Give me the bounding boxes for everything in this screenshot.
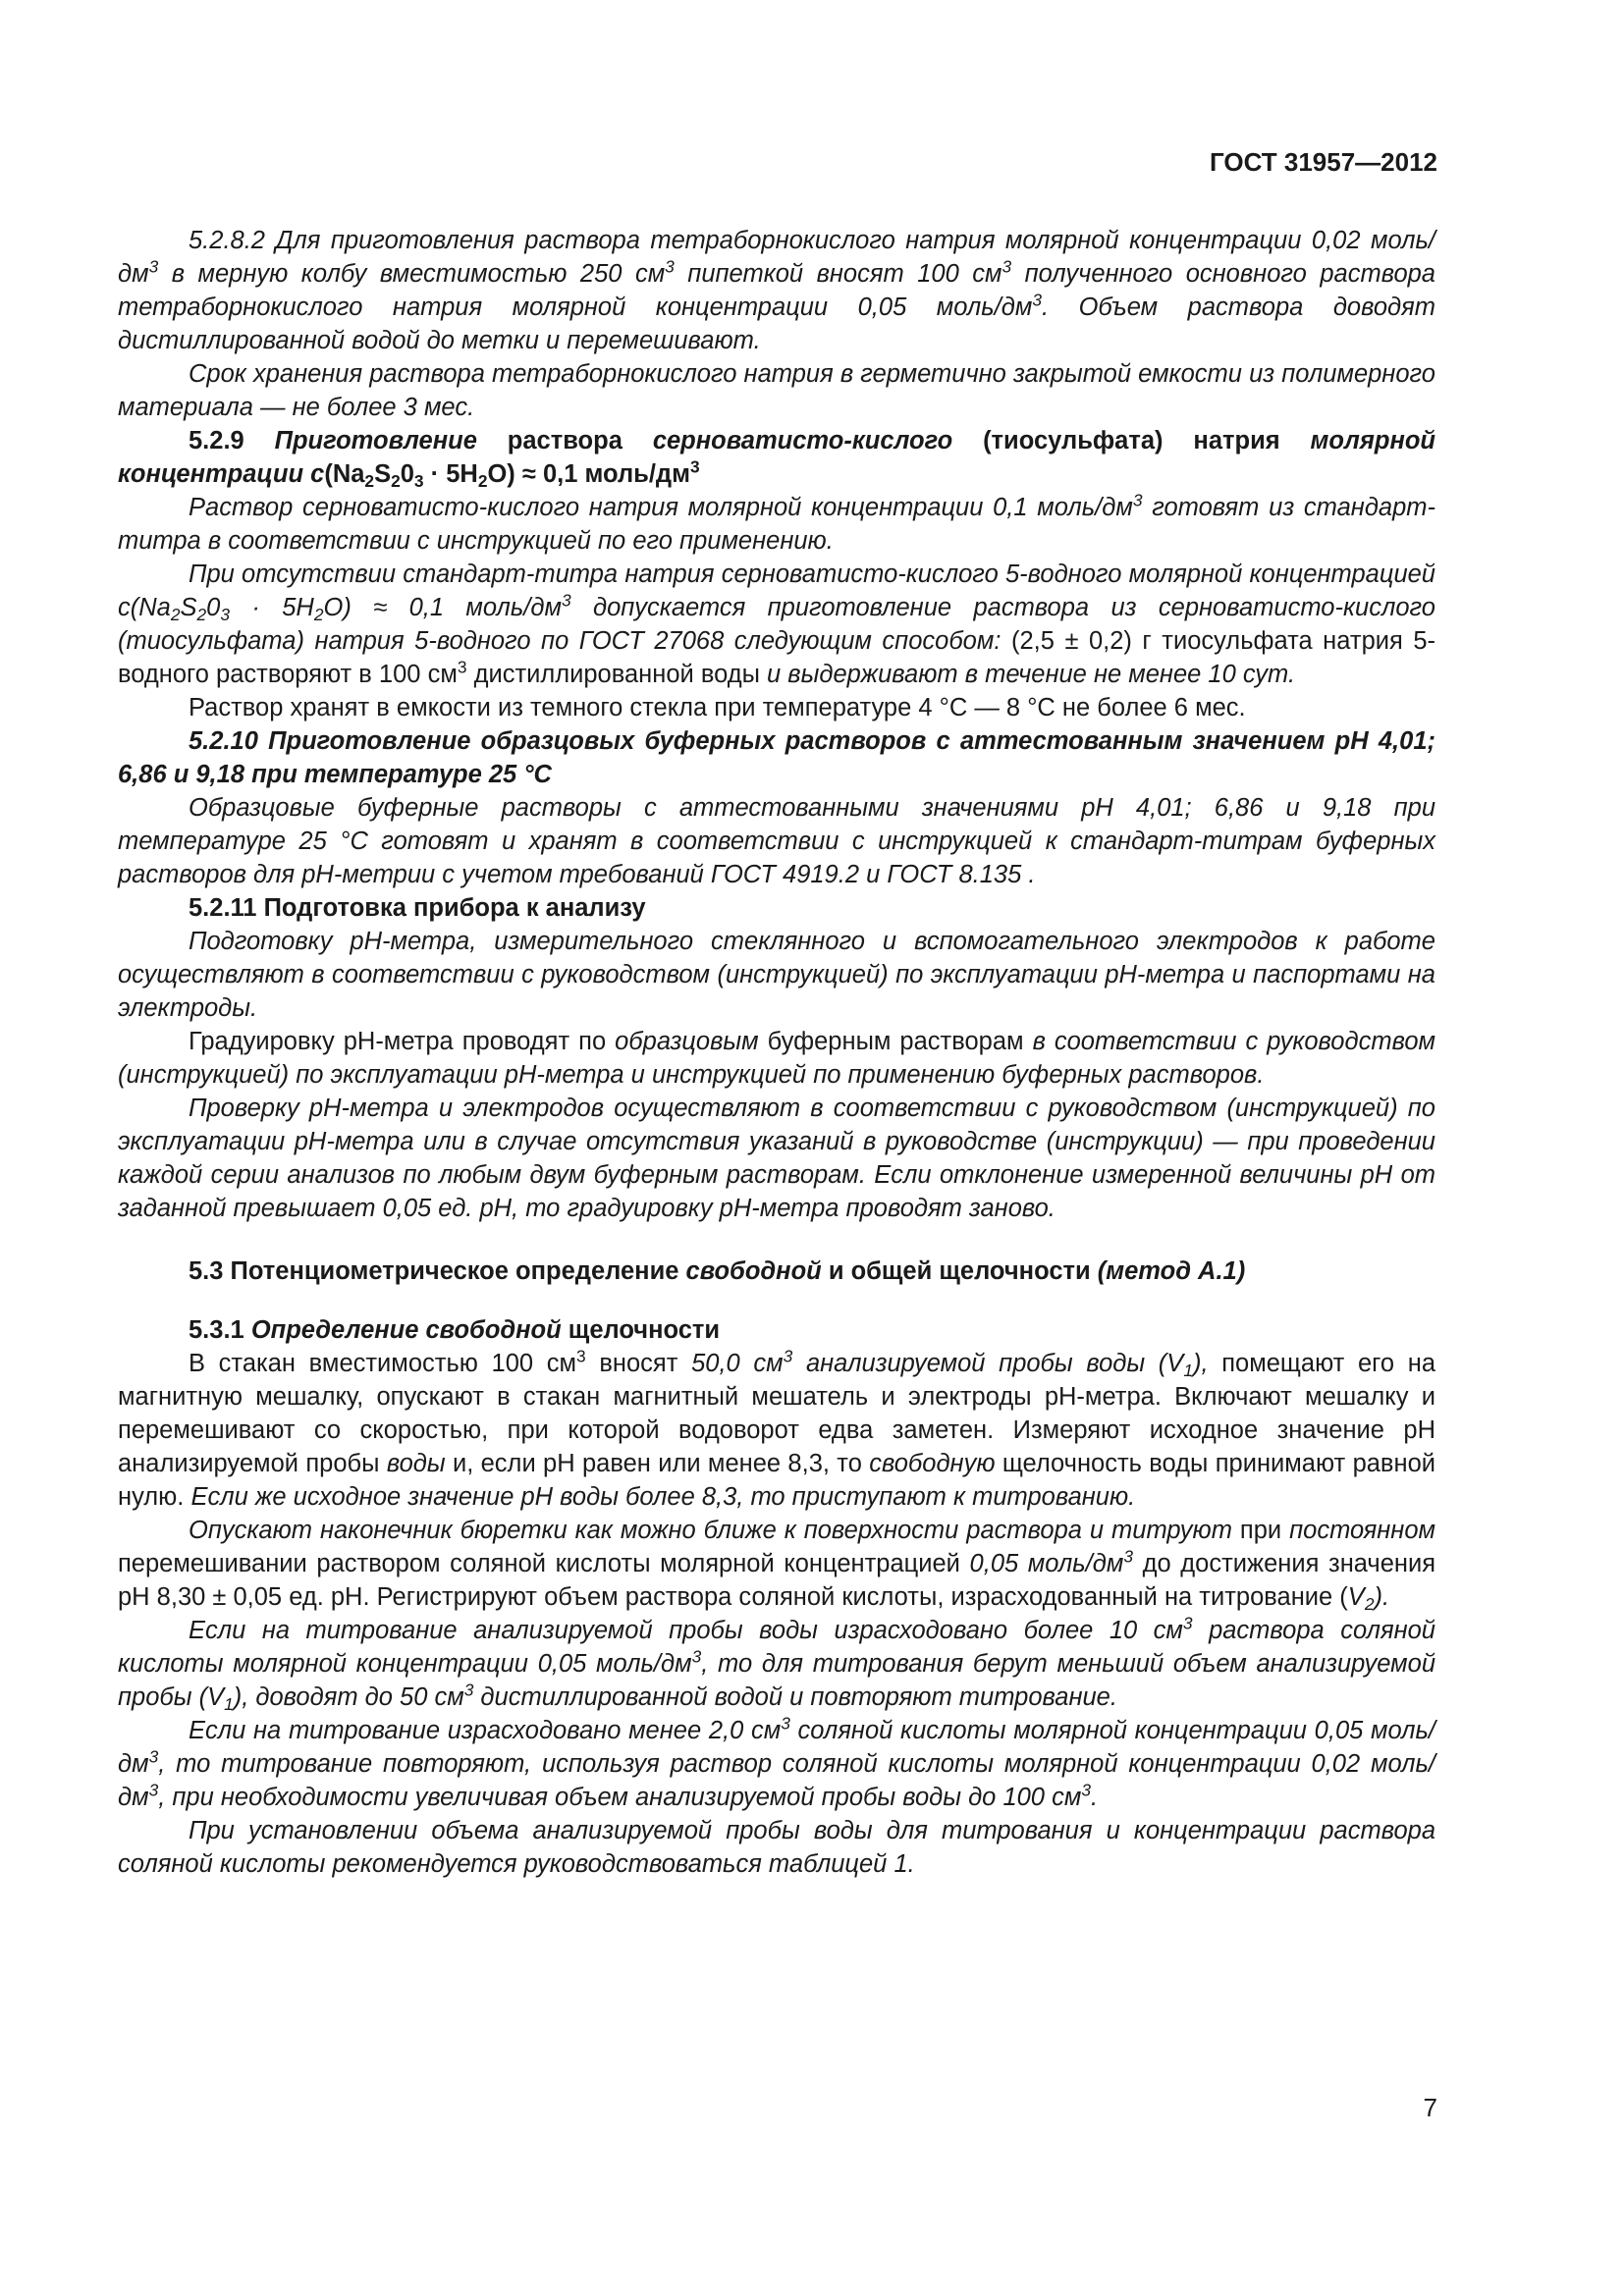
heading-5-2-9: 5.2.9 Приготовление раствора серноватисто-кислого (тиосульфата) натрия молярной концентрации $с(Na_2S_20_3 \cdot 5H_2O) \approx 0,1$ моль/$дм^3$: [118, 427, 1435, 491]
paragraph-titration: Опускают наконечник бюретки как можно ближе к поверхности раствора и титруют при постоянном перемешивании раствором соляной кислоты молярной концентрацией 0,05 моль/$дм^3$ до достижения значения pH 8,30 ± 0,05 ед. pH. Регистрируют объем раствора соляной кислоты, израсходованный на титрование $(V_2)$.: [118, 1517, 1436, 1614]
document-body: [118, 224, 1435, 1881]
paragraph-table-reference: При установлении объема анализируемой пробы воды для титрования и концентрации раствора соляной кислоты рекомендуется руководствоваться таблицей 1.: [118, 1817, 1435, 1878]
paragraph-buffer-solutions: Образцовые буферные растворы с аттестованными значениями pH 4,01; 6,86 и 9,18 при температуре 25 °С готовят и хранят в соответствии с инструкцией к стандарт-титрам буферных растворов для pH-метрии с учетом требований ГОСТ 4919.2 и ГОСТ 8.135 .: [118, 794, 1435, 888]
paragraph-ph-meter-check: Проверку pH-метра и электродов осуществляют в соответствии с руководством (инструкцией) по эксплуатации pH-метра или в случае отсутствия указаний в руководстве (инструкции) — при проведении каждой серии анализов по любым двум буферным растворам. Если отклонение измеренной величины pH от заданной превышает 0,05 ед. pH, то градуировку pH-метра проводят заново.: [118, 1095, 1435, 1222]
paragraph-thiosulfate-storage: Раствор хранят в емкости из темного стекла при температуре 4 °С — 8 °С не более 6 мес.: [189, 694, 1246, 721]
paragraph-titration-over-10: Если на титрование анализируемой пробы воды израсходовано более 10 $см^3$ раствора соляной кислоты молярной концентрации 0,05 моль/$дм^3$, то для титрования берут меньший объем анализируемой пробы $(V_1)$, доводят до 50 $см^3$ дистиллированной водой и повторяют титрование.: [118, 1613, 1435, 1714]
document-header: ГОСТ 31957—2012: [1210, 147, 1437, 177]
page-number: 7: [1423, 2093, 1437, 2122]
heading-5-2-10: 5.2.10 Приготовление образцовых буферных растворов с аттестованным значением pH 4,01; 6,86 и 9,18 при температуре 25 °С: [118, 727, 1435, 788]
paragraph-5-2-8-2: 5.2.8.2 Для приготовления раствора тетраборнокислого натрия молярной концентрации 0,02 моль/$дм^3$ в мерную колбу вместимостью 250 $см^3$ пипеткой вносят 100 $см^3$ полученного основного раствора тетраборнокислого натрия молярной концентрации 0,05 моль/$дм^3$. Объем раствора доводят дистиллированной водой до метки и перемешивают.: [118, 227, 1435, 354]
paragraph-titration-under-2: Если на титрование израсходовано менее 2,0 $см^3$ соляной кислоты молярной концентрации 0,05 моль/$дм^3$, то титрование повторяют, используя раствор соляной кислоты молярной концентрации 0,02 моль/$дм^3$, при необходимости увеличивая объем анализируемой пробы воды до 100 $см^3$.: [118, 1713, 1435, 1811]
paragraph-thiosulfate-standard: Раствор серноватисто-кислого натрия молярной концентрации 0,1 моль/$дм^3$ готовят из стандарт-титра в соответствии с инструкцией по его применению.: [118, 490, 1436, 555]
paragraph-free-alkalinity-procedure: В стакан вместимостью 100 $см^3$ вносят 50,0 $см^3$ анализируемой пробы воды $(V_1)$, помещают его на магнитную мешалку, опускают в стакан магнитный мешатель и электроды pH-метра. Включают мешалку и перемешивают со скоростью, при которой водоворот едва заметен. Измеряют исходное значение pH анализируемой пробы воды и, если pH равен или менее 8,3, то свободную щелочность воды принимают равной нулю. Если же исходное значение pH воды более 8,3, то приступают к титрованию.: [118, 1346, 1436, 1511]
paragraph-ph-meter-preparation: Подготовку pH-метра, измерительного стеклянного и вспомогательного электродов к работе осуществляют в соответствии с руководством (инструкцией) по эксплуатации pH-метра и паспортами на электроды.: [118, 928, 1435, 1022]
heading-5-3: 5.3 Потенциометрическое определение свободной и общей щелочности (метод А.1): [189, 1257, 1246, 1285]
paragraph-thiosulfate-preparation: При отсутствии стандарт-титра натрия серноватисто-кислого 5-водного молярной концентрацией $с(Na_2S_20_3 \cdot 5H_2O) \approx 0,1$ моль/$дм^3$ допускается приготовление раствора из серноватисто-кислого (тиосульфата) натрия 5-водного по ГОСТ 27068 следующим способом: (2,5 ± 0,2) г тиосульфата натрия 5-водного растворяют в 100 $см^3$ дистиллированной воды и выдерживают в течение не менее 10 сут.: [118, 561, 1436, 688]
heading-5-2-11: 5.2.11 Подготовка прибора к анализу: [189, 894, 646, 922]
paragraph-ph-meter-calibration: Градуировку pH-метра проводят по образцовым буферным растворам в соответствии с руководством (инструкцией) по эксплуатации pH-метра и инструкцией по применению буферных растворов.: [118, 1028, 1435, 1089]
paragraph-storage-term: Срок хранения раствора тетраборнокислого натрия в герметично закрытой емкости из полимерного материала — не более 3 мес.: [118, 360, 1435, 421]
heading-5-3-1: 5.3.1 Определение свободной щелочности: [189, 1316, 721, 1344]
